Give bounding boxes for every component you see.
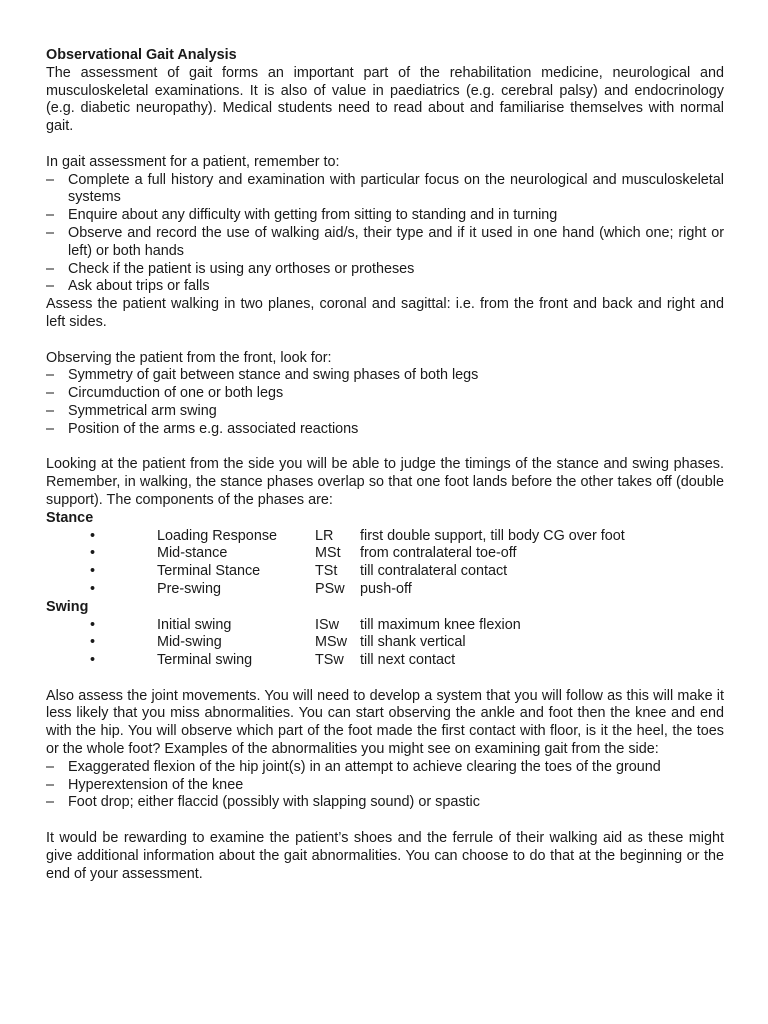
list-item: – Symmetrical arm swing <box>46 402 217 419</box>
phase-desc: from contralateral toe-off <box>360 545 517 562</box>
dash-marker: – <box>46 207 55 224</box>
dash-marker: – <box>46 278 55 295</box>
spacer <box>46 439 724 457</box>
table-row <box>46 563 625 581</box>
phase-abbr: TSt <box>315 563 338 580</box>
bullet-marker: • <box>90 580 96 597</box>
dash-marker: – <box>46 794 55 811</box>
swing-heading: Swing <box>46 598 89 615</box>
intro-paragraph: The assessment of gait forms an important part of the rehabilitation medicine, neurological and musculoskeletal examinations. It is also of value in paediatrics (e.g. cerebral palsy) and endocrinology (e.g. diabetic neuropathy). Medical students need to read about and familiarise themselves with normal gait. <box>46 64 724 135</box>
table-row <box>46 617 521 635</box>
list-item: – Observe and record the use of walking aid/s, their type and if it used in one hand (which one; right or left) or both hands <box>46 224 724 259</box>
phase-name: Terminal swing <box>157 652 253 669</box>
phase-name: Pre-swing <box>157 580 221 597</box>
bullet-marker: • <box>90 527 96 544</box>
phase-abbr: MSt <box>315 545 341 562</box>
phase-desc: till maximum knee flexion <box>360 616 521 633</box>
remember-list <box>46 172 724 297</box>
spacer <box>46 812 724 830</box>
front-lead: Observing the patient from the front, look for: <box>46 349 332 366</box>
list-item: – Symmetry of gait between stance and swing phases of both legs <box>46 367 479 384</box>
side-paragraph: Looking at the patient from the side you will be able to judge the timings of the stance and swing phases. Remember, in walking, the stance phases overlap so that one foot lands before the other takes off (double support). The components of the phases are: <box>46 456 724 508</box>
joints-list <box>46 759 724 812</box>
dash-marker: – <box>46 776 55 793</box>
table-row <box>46 652 521 670</box>
phase-name: Mid-swing <box>157 634 222 651</box>
spacer <box>46 670 724 688</box>
phase-abbr: PSw <box>315 580 345 597</box>
dash-marker: – <box>46 402 55 419</box>
joints-paragraph: Also assess the joint movements. You will need to develop a system that you will follow as this will make it less likely that you miss abnormalities. You can start observing the ankle and foot then the knee and end with the hip. You will observe which part of the foot made the first contact with floor, is it the heel, the toes or the whole foot? Examples of the abnormalities you might see on examining gait from the side: <box>46 687 724 758</box>
list-item: – Hyperextension of the knee <box>46 776 244 793</box>
phase-name: Initial swing <box>157 616 232 633</box>
table-row <box>46 581 625 599</box>
phase-desc: till contralateral contact <box>360 563 508 580</box>
document-title: Observational Gait Analysis <box>46 47 237 63</box>
dash-marker: – <box>46 367 55 384</box>
dash-marker: – <box>46 171 55 188</box>
dash-marker: – <box>46 385 55 402</box>
dash-marker: – <box>46 260 55 277</box>
list-item: – Enquire about any difficulty with getting from sitting to standing and in turning <box>46 207 558 224</box>
phase-desc: till next contact <box>360 652 456 669</box>
planes-paragraph: Assess the patient walking in two planes, coronal and sagittal: i.e. from the front and back and right and left sides. <box>46 296 724 330</box>
dash-marker: – <box>46 420 55 437</box>
list-item: – Exaggerated flexion of the hip joint(s) in an attempt to achieve clearing the toes of the ground <box>46 758 661 775</box>
list-item: – Foot drop; either flaccid (possibly with slapping sound) or spastic <box>46 794 480 811</box>
phase-desc: till shank vertical <box>360 634 466 651</box>
stance-table <box>46 528 625 599</box>
table-row <box>46 634 521 652</box>
list-item: – Position of the arms e.g. associated reactions <box>46 420 359 437</box>
phase-abbr: ISw <box>315 616 339 633</box>
table-row <box>46 545 625 563</box>
bullet-marker: • <box>90 545 96 562</box>
dash-marker: – <box>46 224 55 241</box>
spacer <box>46 136 724 154</box>
phase-desc: first double support, till body CG over foot <box>360 527 625 544</box>
bullet-marker: • <box>90 563 96 580</box>
phase-name: Loading Response <box>157 527 278 544</box>
dash-marker: – <box>46 758 55 775</box>
phase-name: Terminal Stance <box>157 563 261 580</box>
bullet-marker: • <box>90 634 96 651</box>
list-item: – Circumduction of one or both legs <box>46 385 284 402</box>
front-list <box>46 367 724 438</box>
bullet-marker: • <box>90 652 96 669</box>
bullet-marker: • <box>90 616 96 633</box>
swing-table <box>46 617 521 670</box>
remember-lead: In gait assessment for a patient, remember to: <box>46 153 340 170</box>
list-item: – Ask about trips or falls <box>46 278 210 295</box>
phase-desc: push-off <box>360 580 412 597</box>
list-item: – Check if the patient is using any orthoses or protheses <box>46 260 415 277</box>
document-page <box>46 47 724 883</box>
phase-abbr: TSw <box>315 652 344 669</box>
stance-heading: Stance <box>46 509 94 526</box>
spacer <box>46 332 724 350</box>
phase-abbr: MSw <box>315 634 347 651</box>
phase-abbr: LR <box>315 527 334 544</box>
phase-name: Mid-stance <box>157 545 228 562</box>
shoes-paragraph: It would be rewarding to examine the patient’s shoes and the ferrule of their walking aid as these might give additional information about the gait abnormalities. You can choose to do that at the beginning or the end of your assessment. <box>46 830 724 882</box>
list-item: – Complete a full history and examination with particular focus on the neurological and musculoskeletal systems <box>46 171 724 206</box>
table-row <box>46 528 625 546</box>
